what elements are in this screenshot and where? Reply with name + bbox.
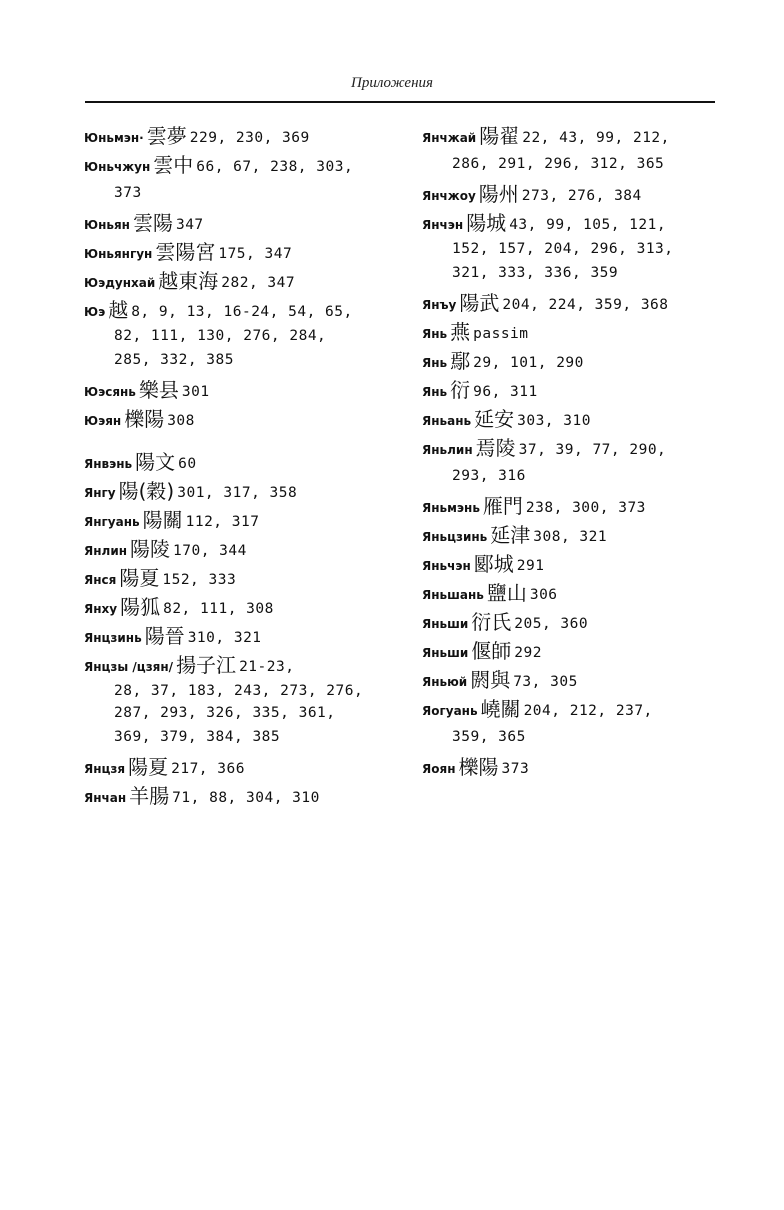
- entry-pages: 205, 360: [514, 616, 589, 632]
- entry-name: Янчжай: [422, 131, 477, 145]
- entry-pages: 22, 43, 99, 212,: [522, 130, 670, 146]
- entry-pages: 71, 88, 304, 310: [172, 790, 320, 806]
- entry-first-line: [422, 318, 722, 347]
- entry-pages: 43, 99, 105, 121,: [509, 217, 667, 233]
- entry-continuation: [422, 260, 722, 289]
- entry-hanzi: 焉陵: [475, 436, 516, 460]
- entry-hanzi: 陽武: [459, 291, 500, 315]
- entry-first-line: [422, 666, 722, 695]
- index-entry: [84, 151, 404, 209]
- entry-hanzi: 陽關: [142, 508, 183, 532]
- entry-hanzi: 雁門: [482, 494, 523, 518]
- entry-hanzi: 郾城: [473, 552, 514, 576]
- entry-continuation: [84, 702, 404, 724]
- entry-name: Янцзя: [84, 762, 126, 776]
- header-rule: [85, 101, 715, 103]
- entry-first-line: [84, 151, 404, 180]
- index-entry: [84, 782, 404, 811]
- entry-name: Янь: [422, 356, 448, 370]
- entry-hanzi: 羊腸: [129, 784, 170, 808]
- entry-pages: 73, 305: [513, 674, 578, 690]
- running-header: Приложения: [350, 75, 433, 91]
- entry-pages: 301: [181, 384, 210, 400]
- section-gap: [84, 434, 404, 448]
- entry-name: Янлин: [84, 544, 128, 558]
- entry-name: Юньчжун: [84, 160, 151, 174]
- entry-pages: 175, 347: [218, 246, 293, 262]
- index-entry: [422, 376, 722, 405]
- index-entry: [422, 180, 722, 209]
- entry-continuation: [84, 325, 404, 347]
- entry-pages: 229, 230, 369: [189, 130, 310, 146]
- index-entry: [422, 347, 722, 376]
- entry-first-line: [84, 651, 404, 680]
- entry-first-line: [84, 506, 404, 535]
- entry-pages: 321, 333, 336, 359: [452, 265, 619, 281]
- entry-pages: 292: [514, 645, 542, 661]
- entry-first-line: [422, 753, 722, 782]
- entry-name: Янцзы /цзян/: [84, 660, 174, 674]
- entry-continuation: [84, 680, 404, 702]
- index-entry: [422, 695, 722, 753]
- index-entry: [84, 405, 404, 434]
- index-entry: [422, 492, 722, 521]
- entry-first-line: [422, 521, 722, 550]
- entry-name: Янчэн: [422, 218, 464, 232]
- entry-first-line: [84, 122, 404, 151]
- entry-name: Янся: [84, 573, 117, 587]
- index-entry: [84, 296, 404, 376]
- entry-hanzi: 雲陽宮: [155, 240, 216, 264]
- entry-pages: 170, 344: [173, 543, 247, 559]
- entry-pages: 29, 101, 290: [473, 355, 584, 371]
- entry-hanzi: 陽城: [466, 211, 507, 235]
- entry-pages: 287, 293, 326, 335, 361,: [114, 705, 336, 721]
- entry-hanzi: 延安: [474, 407, 515, 431]
- entry-name: Янчжоу: [422, 189, 476, 203]
- entry-hanzi: 鄢: [450, 349, 471, 373]
- entry-name: Янгуань: [84, 515, 140, 529]
- entry-continuation: [422, 238, 722, 260]
- entry-pages: 310, 321: [187, 630, 262, 646]
- index-entry: [422, 666, 722, 695]
- entry-hanzi: 陽狐: [120, 595, 161, 619]
- index-entry: [84, 753, 404, 782]
- index-entry: [422, 550, 722, 579]
- entry-first-line: [422, 579, 722, 608]
- entry-name: Яньюй: [422, 675, 468, 689]
- index-entry: [84, 564, 404, 593]
- entry-pages: 204, 224, 359, 368: [502, 297, 669, 313]
- entry-continuation: [84, 180, 404, 209]
- entry-pages: 369, 379, 384, 385: [114, 729, 281, 745]
- entry-name: Янху: [84, 602, 118, 616]
- entry-pages: 373: [501, 761, 530, 777]
- index-entry: [84, 593, 404, 622]
- entry-first-line: [84, 564, 404, 593]
- entry-pages: 347: [175, 217, 204, 233]
- entry-pages: 282, 347: [221, 275, 296, 291]
- entry-name: Юньмэн·: [84, 131, 144, 145]
- index-entry: [84, 209, 404, 238]
- entry-name: Юэ: [84, 305, 106, 319]
- entry-pages: passim: [473, 326, 529, 342]
- index-entry: [422, 318, 722, 347]
- entry-hanzi: 櫟陽: [458, 755, 499, 779]
- entry-pages: 28, 37, 183, 243, 273, 276,: [114, 683, 364, 699]
- entry-hanzi: 櫟陽: [124, 407, 165, 431]
- entry-pages: 291: [516, 558, 545, 574]
- entry-continuation: [84, 347, 404, 376]
- index-entry: [84, 238, 404, 267]
- entry-first-line: [84, 448, 404, 477]
- entry-pages: 308, 321: [533, 529, 608, 545]
- index-entry: [422, 122, 722, 180]
- entry-name: Яньцзинь: [422, 530, 488, 544]
- entry-hanzi: 越: [108, 298, 129, 322]
- index-entry: [422, 521, 722, 550]
- entry-first-line: [422, 608, 722, 637]
- entry-pages: 66, 67, 238, 303,: [196, 159, 354, 175]
- index-entry: [422, 209, 722, 289]
- entry-pages: 217, 366: [171, 761, 245, 777]
- entry-continuation: [84, 724, 404, 753]
- entry-first-line: [84, 376, 404, 405]
- entry-name: Янгу: [84, 486, 116, 500]
- entry-name: Юньян: [84, 218, 130, 232]
- entry-name: Юэян: [84, 414, 122, 428]
- index-entry: [84, 376, 404, 405]
- entry-hanzi: 雲中: [153, 153, 194, 177]
- entry-pages: 286, 291, 296, 312, 365: [452, 156, 665, 172]
- entry-name: Яньань: [422, 414, 472, 428]
- entry-hanzi: 陽文: [135, 450, 176, 474]
- index-entry: [422, 405, 722, 434]
- entry-first-line: [422, 695, 722, 724]
- entry-name: Яньши: [422, 646, 469, 660]
- entry-hanzi: 雲陽: [132, 211, 173, 235]
- entry-name: Юэсянь: [84, 385, 136, 399]
- entry-first-line: [422, 492, 722, 521]
- entry-pages: 204, 212, 237,: [523, 703, 653, 719]
- entry-name: Янвэнь: [84, 457, 133, 471]
- entry-first-line: [84, 622, 404, 651]
- entry-pages: 359, 365: [452, 729, 526, 745]
- entry-pages: 293, 316: [452, 468, 526, 484]
- index-entry: [422, 289, 722, 318]
- entry-hanzi: 衍: [450, 378, 471, 402]
- entry-first-line: [84, 238, 404, 267]
- entry-pages: 152, 157, 204, 296, 313,: [452, 241, 674, 257]
- entry-first-line: [422, 637, 722, 666]
- entry-hanzi: 陽晉: [144, 624, 185, 648]
- entry-hanzi: 鹽山: [486, 581, 527, 605]
- index-entry: [422, 579, 722, 608]
- entry-hanzi: 燕: [450, 320, 471, 344]
- entry-pages: 60: [178, 456, 197, 472]
- entry-name: Юньянгун: [84, 247, 153, 261]
- index-entry: [422, 637, 722, 666]
- entry-pages: 152, 333: [162, 572, 237, 588]
- entry-continuation: [422, 151, 722, 180]
- index-entry: [422, 753, 722, 782]
- index-entry: [84, 122, 404, 151]
- entry-hanzi: 陽夏: [119, 566, 160, 590]
- entry-first-line: [422, 180, 722, 209]
- entry-pages: 285, 332, 385: [114, 352, 234, 368]
- entry-hanzi: 揚子江: [176, 653, 237, 677]
- entry-name: Яоян: [422, 762, 456, 776]
- entry-hanzi: 陽翟: [479, 124, 520, 148]
- index-column-right: [422, 122, 722, 782]
- entry-pages: 273, 276, 384: [521, 188, 642, 204]
- entry-pages: 96, 311: [473, 384, 538, 400]
- entry-first-line: [422, 550, 722, 579]
- entry-pages: 301, 317, 358: [177, 485, 298, 501]
- entry-hanzi: 陽(穀): [118, 479, 175, 503]
- entry-hanzi: 越東海: [158, 269, 219, 293]
- entry-first-line: [84, 405, 404, 434]
- entry-first-line: [422, 209, 722, 238]
- index-entry: [84, 448, 404, 477]
- entry-name: Яньлин: [422, 443, 473, 457]
- index-entry: [84, 535, 404, 564]
- entry-pages: 303, 310: [517, 413, 591, 429]
- index-entry: [84, 267, 404, 296]
- entry-continuation: [422, 724, 722, 753]
- entry-first-line: [422, 434, 722, 463]
- entry-first-line: [422, 405, 722, 434]
- entry-hanzi: 閼與: [470, 668, 511, 692]
- entry-hanzi: 雲夢: [146, 124, 187, 148]
- entry-name: Яньшань: [422, 588, 484, 602]
- index-entry: [422, 608, 722, 637]
- entry-pages: 82, 111, 130, 276, 284,: [114, 328, 327, 344]
- entry-first-line: [84, 267, 404, 296]
- entry-pages: 8, 9, 13, 16-24, 54, 65,: [131, 304, 353, 320]
- entry-pages: 308: [167, 413, 195, 429]
- entry-hanzi: 偃師: [471, 639, 512, 663]
- index-entry: [84, 477, 404, 506]
- entry-pages: 238, 300, 373: [525, 500, 646, 516]
- entry-pages: 306: [529, 587, 558, 603]
- entry-name: Яогуань: [422, 704, 478, 718]
- entry-name: Янъу: [422, 298, 457, 312]
- entry-name: Янь: [422, 385, 448, 399]
- entry-hanzi: 陽陵: [130, 537, 171, 561]
- entry-name: Янчан: [84, 791, 127, 805]
- entry-first-line: [84, 209, 404, 238]
- entry-first-line: [84, 753, 404, 782]
- index-entry: [84, 506, 404, 535]
- entry-name: Яньчэн: [422, 559, 471, 573]
- entry-first-line: [84, 296, 404, 325]
- entry-hanzi: 延津: [490, 523, 531, 547]
- entry-hanzi: 衍氏: [471, 610, 512, 634]
- entry-pages: 37, 39, 77, 290,: [518, 442, 667, 458]
- entry-continuation: [422, 463, 722, 492]
- entry-pages: 21-23,: [239, 659, 295, 675]
- entry-first-line: [422, 376, 722, 405]
- entry-hanzi: 陽夏: [128, 755, 169, 779]
- entry-first-line: [84, 535, 404, 564]
- entry-first-line: [422, 347, 722, 376]
- entry-first-line: [84, 593, 404, 622]
- entry-name: Яньши: [422, 617, 469, 631]
- index-entry: [422, 434, 722, 492]
- entry-hanzi: 樂县: [138, 378, 179, 402]
- entry-name: Юэдунхай: [84, 276, 156, 290]
- entry-name: Яньмэнь: [422, 501, 480, 515]
- entry-first-line: [422, 122, 722, 151]
- index-entry: [84, 651, 404, 753]
- index-column-left: [84, 122, 404, 811]
- entry-name: Янь: [422, 327, 448, 341]
- entry-first-line: [84, 477, 404, 506]
- entry-first-line: [422, 289, 722, 318]
- entry-first-line: [84, 782, 404, 811]
- entry-hanzi: 陽州: [478, 182, 519, 206]
- entry-hanzi: 嶢關: [480, 697, 521, 721]
- entry-name: Янцзинь: [84, 631, 142, 645]
- entry-pages: 82, 111, 308: [163, 601, 274, 617]
- entry-pages: 373: [114, 185, 142, 201]
- entry-pages: 112, 317: [185, 514, 260, 530]
- index-entry: [84, 622, 404, 651]
